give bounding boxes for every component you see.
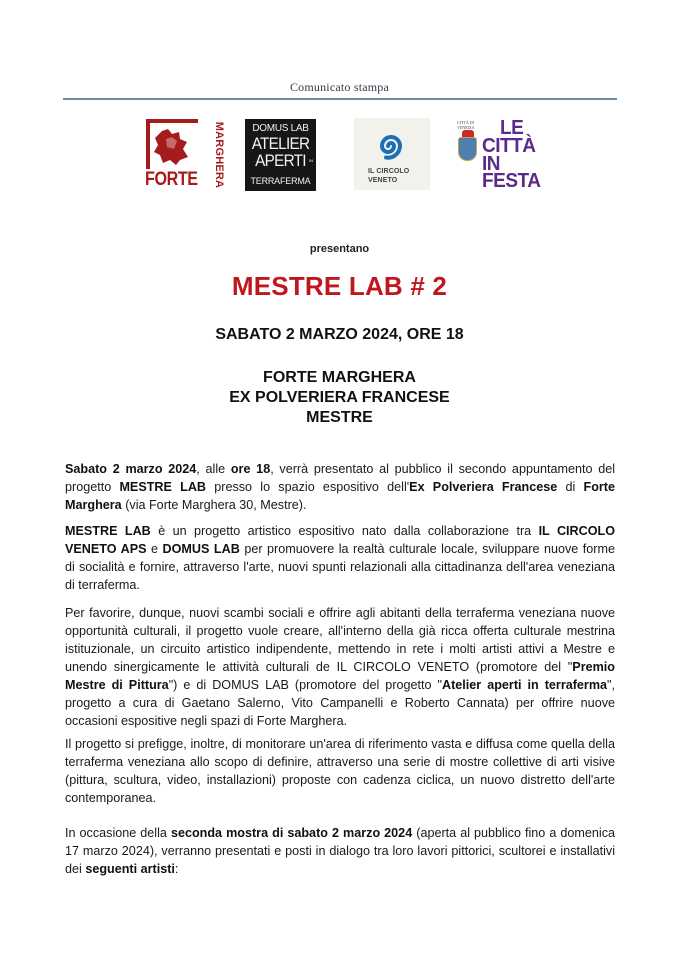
logo-row — [0, 115, 679, 195]
venue-line-3: MESTRE — [306, 409, 373, 426]
il-circolo-veneto-logo: IL CIRCOLO VENETO — [354, 118, 430, 190]
crest-crown-icon — [462, 130, 474, 137]
paragraph-project-description: MESTRE LAB è un progetto artistico espositivo nato dalla collaborazione tra IL CIRCOLO VENETO APS e DOMUS LAB per promuovere la realtà culturale locale, sviluppare nuove forme di socialità e fornire, attraverso l'arte, nuovi spunti relazionali alla cittadinanza dell'area veneziana di terraferma. — [65, 524, 616, 592]
paragraph-goals: Per favorire, dunque, nuovi scambi sociali e offrire agli abitanti della terraferma veneziana nuove opportunità culturali, il progetto vuole creare, all'interno della già ricca offerta culturale mestrina istituzionale, un circuito artistico indipendente, mettendo in rete i molti artisti attivi a Mestre e unendo sinergicamente le attività culturali de IL CIRCOLO VENETO (promotore del "Premio Mestre di Pittura") e di DOMUS LAB (promotore del progetto "Atelier aperti in terraferma", progetto a cura di Gaetano Salerno, Vito Campanelli e Roberto Cannata) per offrire nuove occasioni espositive negli spazi di Forte Marghera. — [65, 606, 616, 728]
venue-line-2: EX POLVERIERA FRANCESE — [229, 389, 450, 406]
event-title: MESTRE LAB # 2 — [231, 271, 448, 301]
intro-text: presentano — [309, 243, 370, 255]
spiral-icon — [373, 128, 409, 164]
header-divider — [63, 98, 617, 100]
document-header-label: Comunicato stampa — [289, 80, 390, 94]
event-date: SABATO 2 MARZO 2024, ORE 18 — [215, 326, 464, 343]
marghera-word: MARGHERA — [213, 121, 225, 189]
venue-line-1: FORTE MARGHERA — [263, 369, 416, 386]
forte-word: FORTE — [145, 169, 198, 190]
le-citta-in-festa-logo: CITTÀ DI VENEZIA LE CITTÀ IN FESTA — [457, 117, 541, 192]
paragraph-announcement: Sabato 2 marzo 2024, alle ore 18, verrà presentato al pubblico il secondo appuntamento del progetto MESTRE LAB presso lo spazio espositivo dell'Ex Polveriera Francese di Forte Marghera (via Forte Marghera 30, Mestre). — [65, 462, 615, 512]
forte-marghera-logo — [144, 119, 225, 191]
event-venue — [0, 368, 679, 428]
venice-crest-icon — [458, 137, 477, 161]
paragraph-second-show: In occasione della seconda mostra di sabato 2 marzo 2024 (aperta al pubblico fino a domenica 17 marzo 2024), verranno presentati e posti in dialogo tra loro lavori pittorici, scultorei e installativi dei seguenti artisti: — [65, 826, 615, 876]
fortress-map-icon — [152, 127, 192, 167]
paragraph-monitoring: Il progetto si prefigge, inoltre, di monitorare un'area di riferimento vasta e diffusa come quella della terraferma veneziana allo scopo di definire, attraverso una serie di mostre collettive di arti visive (pittura, scultura, video, installazioni) proposte con cadenza ciclica, un nuovo distretto dell'arte contemporanea. — [65, 737, 615, 805]
domus-lab-logo: DOMUS LAB ATELIER APERTI IN TERRAFERMA — [245, 119, 316, 191]
